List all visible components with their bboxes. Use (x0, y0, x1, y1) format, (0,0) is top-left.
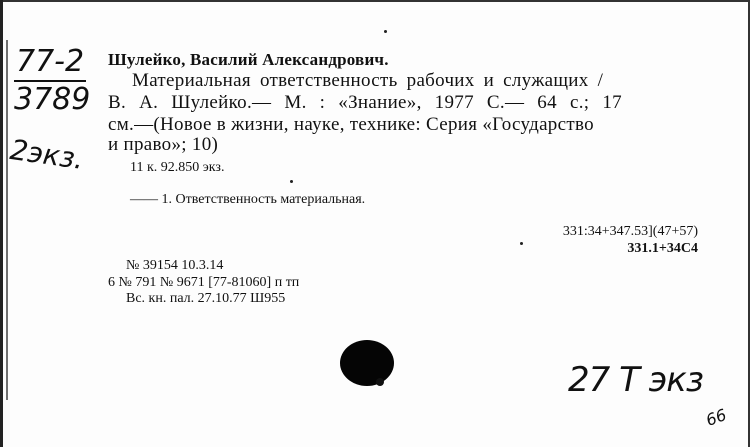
author-heading: Шулейко, Василий Александрович. (108, 50, 389, 69)
card-top-edge (0, 0, 750, 2)
price-and-print-run: 11 к. 92.850 экз. (130, 160, 225, 175)
registry-line-2: 6 № 791 № 9671 [77-81060] п тп (108, 275, 300, 290)
card-left-edge (0, 0, 3, 447)
subject-heading: —— 1. Ответственность материальная. (130, 192, 366, 207)
registry-line-3: Вс. кн. пал. 27.10.77 Ш955 (126, 291, 286, 306)
bottom-right-handwriting: 27 Т экз (568, 360, 703, 400)
title-line-4: и право»; 10) (108, 134, 219, 155)
ink-blot-splash (376, 378, 384, 386)
speck (520, 242, 523, 245)
speck (384, 30, 387, 33)
shelfmark-bottom: 3789 (14, 82, 91, 117)
title-line-1: Материальная ответственность рабочих и служащих / (132, 70, 604, 91)
classification-code-2: 331.1+34С4 (627, 241, 698, 256)
speck (290, 180, 293, 183)
title-line-2: В. А. Шулейко.— М. : «Знание», 1977 С.— 64 с.; 17 (108, 92, 622, 113)
copies-note: 2экз. (8, 133, 86, 176)
classification-code-1: 331:34+347.53](47+57) (562, 224, 698, 239)
title-line-3: см.—(Новое в жизни, науке, технике: Серия «Государство (108, 114, 594, 135)
registry-line-1: № 39154 10.3.14 (126, 258, 224, 273)
shelfmark-top: 77-2 (16, 44, 85, 79)
corner-mark: 66 (703, 405, 729, 430)
ink-blot (340, 340, 394, 386)
card-left-margin-line (6, 40, 8, 400)
